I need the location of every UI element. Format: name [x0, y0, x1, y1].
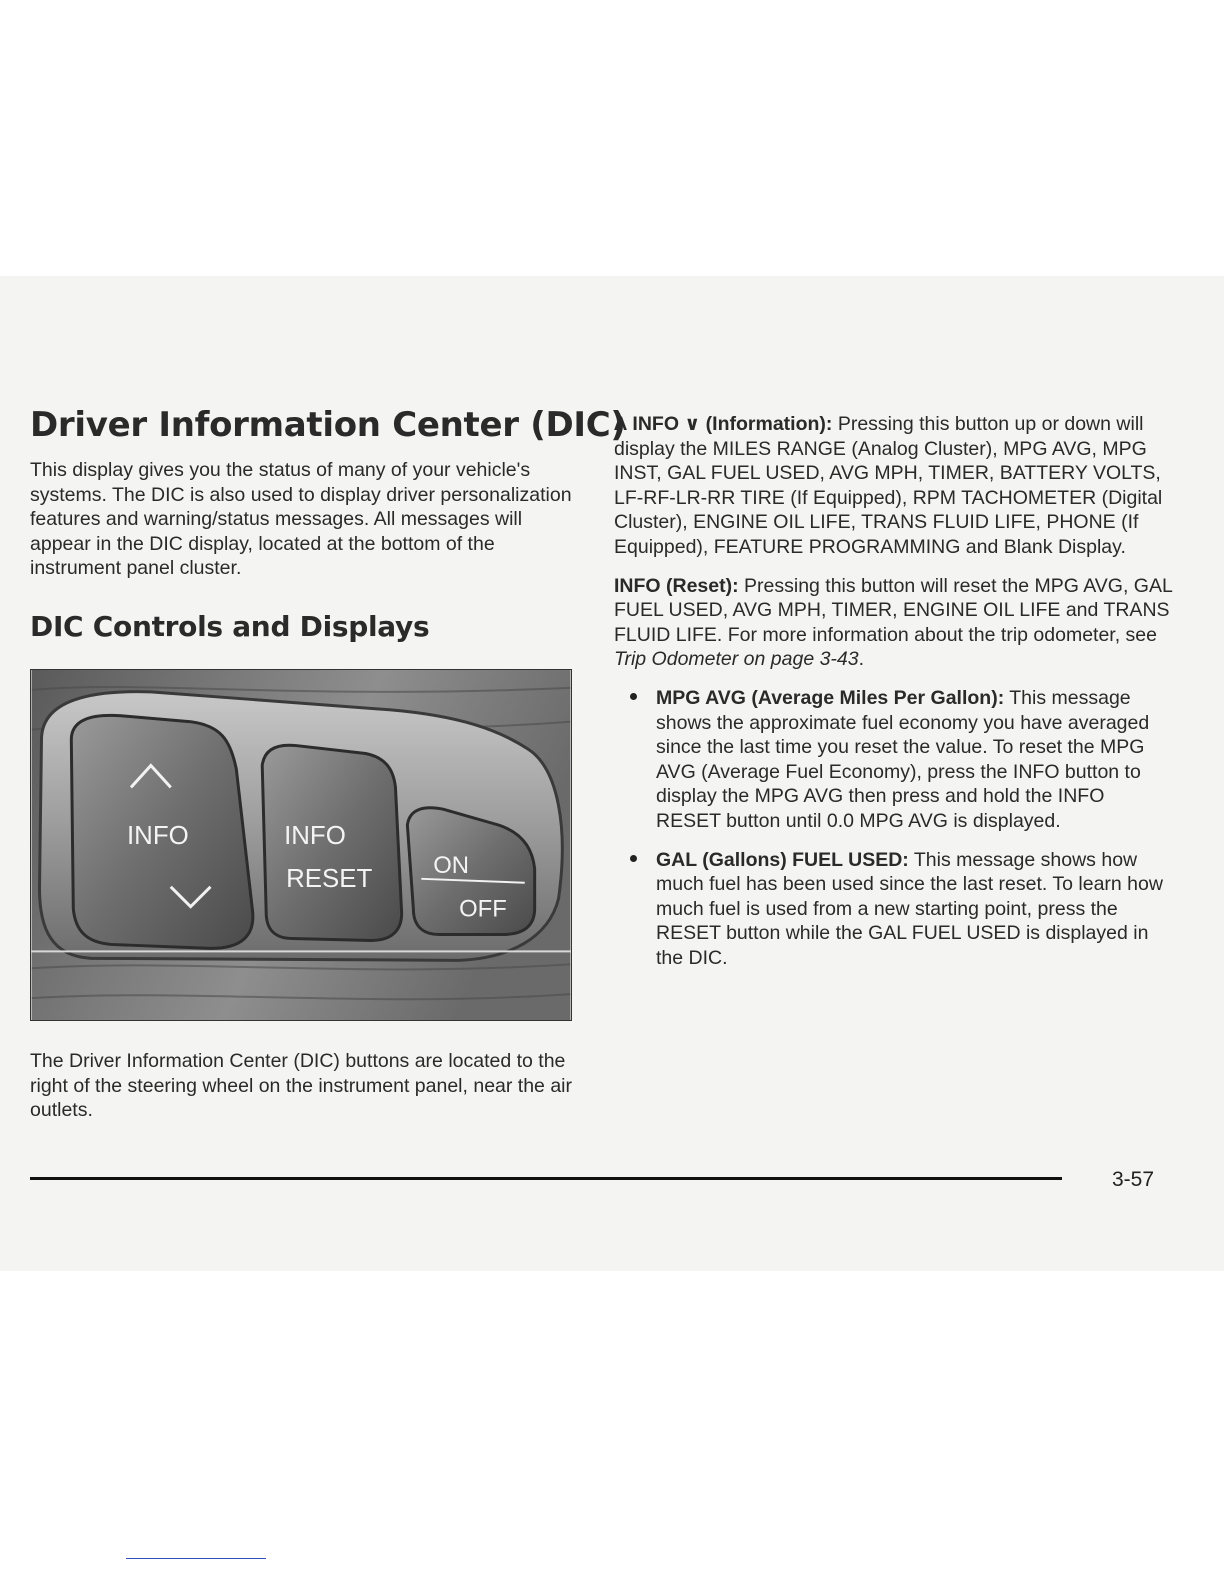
info-button-label: Λ INFO ∨ (Information):	[614, 413, 833, 435]
dic-buttons-photo	[30, 669, 572, 1021]
photo-on-label: ON	[433, 851, 470, 879]
reset-button-end: .	[858, 648, 865, 671]
info-button-text: Pressing this button up or down will display the MILES RANGE (Analog Cluster), MPG AVG, MPG INST, GAL FUEL USED, AVG MPH, TIMER, BATTERY VOLTS, LF-RF-LR-RR TIRE (If Equipped), RPM TACHOMETER (Digital Cluster), ENGINE OIL LIFE, TRANS FLUID LIFE, PHONE (If Equipped), FEATURE PROGRAMMING and Blank Display.	[614, 413, 1163, 558]
photo-reset-label-line2: RESET	[286, 864, 373, 893]
reset-button-text: Pressing this button will reset the MPG AVG, GAL FUEL USED, AVG MPH, TIMER, ENGINE OIL LIFE and TRANS FLUID LIFE. For more information about the trip odometer, see	[614, 574, 1173, 646]
bullet-label: GAL (Gallons) FUEL USED:	[656, 848, 909, 871]
reset-button-label: INFO (Reset):	[614, 574, 739, 597]
page-number: 3-57	[1112, 1168, 1155, 1191]
photo-off-label: OFF	[459, 895, 507, 923]
section-title: DIC Controls and Displays	[30, 609, 430, 643]
photo-caption: The Driver Information Center (DIC) buttons are located to the right of the steering wheel on the instrument panel, near the air outlets.	[30, 1049, 572, 1122]
message-list	[630, 686, 1174, 971]
left-column	[30, 400, 626, 1123]
list-item	[630, 686, 1174, 834]
bullet-icon	[630, 855, 637, 862]
info-button-description	[614, 412, 1174, 560]
intro-paragraph: This display gives you the status of many of your vehicle's systems. The DIC is also used to display driver personalization features and warning/status messages. All messages will appear in the DIC display, located at the bottom of the instrument panel cluster.	[30, 459, 572, 580]
bullet-text: This message shows the approximate fuel economy you have averaged since the last time you reset the value. To reset the MPG AVG (Average Fuel Economy), press the INFO button to display the MPG AVG then press and hold the INFO RESET button until 0.0 MPG AVG is displayed.	[656, 686, 1150, 832]
right-column	[614, 412, 1174, 984]
list-item	[630, 848, 1174, 971]
photo-info-label: INFO	[126, 821, 189, 850]
photo-reset-label-line1: INFO	[284, 821, 346, 850]
trip-odometer-reference: Trip Odometer on page 3-43	[614, 648, 859, 671]
bottom-divider	[126, 1558, 266, 1559]
bullet-icon	[630, 693, 637, 700]
page-title: Driver Information Center (DIC)	[30, 405, 626, 445]
reset-button-description	[614, 574, 1174, 672]
bullet-text: This message shows how much fuel has been used since the last reset. To learn how much fuel is used from a new starting point, press the RESET button while the GAL FUEL USED is displayed in the DIC.	[656, 848, 1163, 969]
bullet-label: MPG AVG (Average Miles Per Gallon):	[656, 686, 1005, 709]
footer-rule	[30, 1177, 1062, 1180]
